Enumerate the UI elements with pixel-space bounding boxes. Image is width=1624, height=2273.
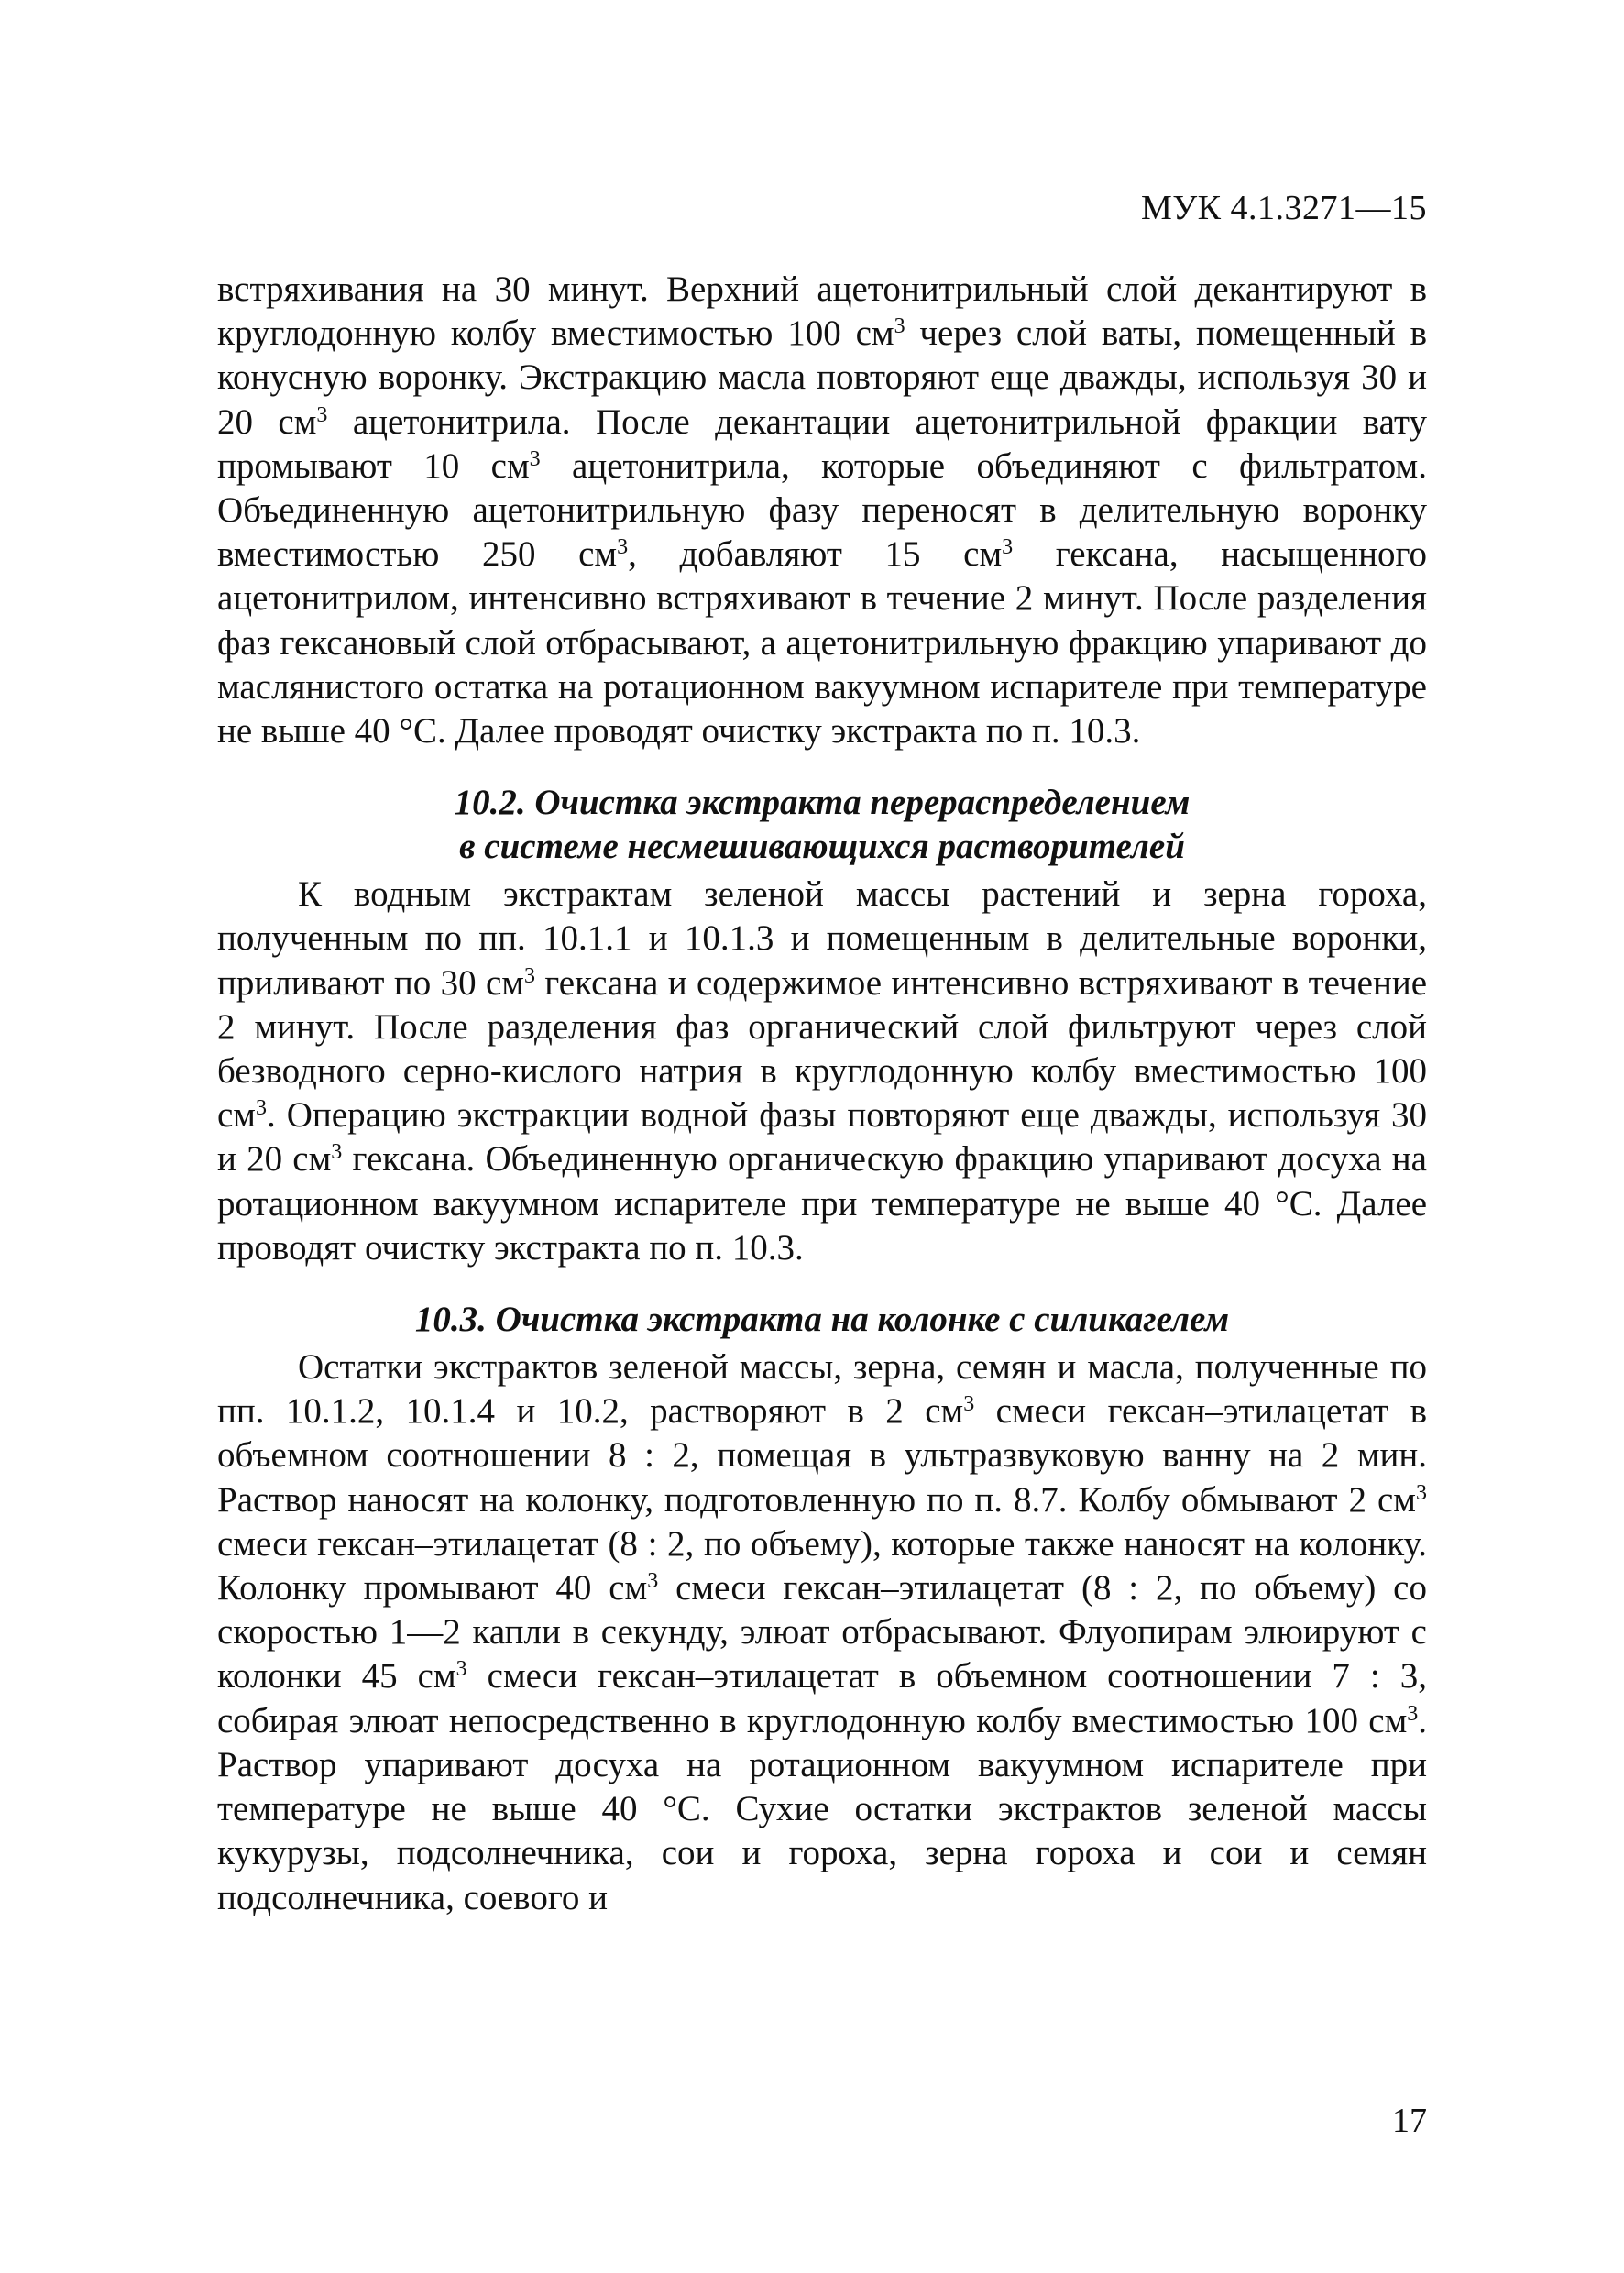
paragraph-continuation (217, 268, 1427, 753)
text-run: . Раствор упаривают досуха на ротационном вакуумном испарителе при температуре не выше 40 °С. Сухие остатки экстрактов зеленой массы кукурузы, подсолнечника, сои и гороха, зерна гороха и сои и семян подсолнечника, соевого и (217, 1700, 1427, 1917)
section-title-line: в системе несмешивающихся растворителей (459, 827, 1185, 867)
superscript: 3 (647, 1568, 659, 1593)
text-run: К водным экстрактам зеленой массы растений и зерна гороха, полученным по пп. 10.1.1 и 10.1.3 и помещенным в делительные воронки, приливают по 30 см (217, 874, 1427, 1003)
superscript: 3 (523, 963, 535, 988)
page-number: 17 (1392, 2102, 1427, 2140)
page-content (217, 268, 1427, 1920)
text-run: через слой ваты, помещенный в конусную воронку. Экстракцию масла повторяют еще дважды, используя 30 и 20 см (217, 313, 1427, 442)
superscript: 3 (617, 535, 629, 560)
section-title-10-2 (217, 781, 1427, 869)
text-run: смеси гексан–этилацетат (8 : 2, по объему) со скоростью 1—2 капли в секунду, элюат отбрасывают. Флуопирам элюируют с колонки 45 см (217, 1568, 1427, 1697)
paragraph-10-2 (217, 873, 1427, 1270)
paragraph-10-3 (217, 1345, 1427, 1920)
text-run: смеси гексан–этилацетат (8 : 2, по объему), которые также наносят на колонку. Колонку промывают 40 см (217, 1523, 1427, 1609)
text-run: , добавляют 15 см (628, 534, 1003, 575)
text-run: Остатки экстрактов зеленой массы, зерна, семян и масла, полученные по пп. 10.1.2, 10.1.4 и 10.2, растворяют в 2 см (217, 1347, 1427, 1432)
superscript: 3 (529, 446, 541, 471)
text-run: гексана и содержимое интенсивно встряхивают в течение 2 минут. После разделения фаз органический слой фильтруют через слой безводного серно-кислого натрия в круглодонную колбу вместимостью 100 см (217, 962, 1427, 1136)
text-run: ацетонитрила. После декантации ацетонитрильной фракции вату промывают 10 см (217, 401, 1427, 486)
text-run: встряхивания на 30 минут. Верхний ацетонитрильный слой декантируют в круглодонную колбу вместимостью 100 см (217, 269, 1427, 354)
superscript: 3 (1002, 535, 1014, 560)
superscript: 3 (316, 402, 328, 427)
superscript: 3 (894, 314, 905, 339)
text-run: . Операцию экстракции водной фазы повторяют еще дважды, используя 30 и 20 см (217, 1095, 1427, 1180)
document-code-header: МУК 4.1.3271—15 (1140, 189, 1427, 227)
superscript: 3 (256, 1096, 267, 1121)
text-run: смеси гексан–этилацетат в объемном соотношении 8 : 2, помещая в ультразвуковую ванну на 2 мин. Раствор наносят на колонку, подготовленную по п. 8.7. Колбу обмывают 2 см (217, 1391, 1427, 1520)
section-title-line: 10.2. Очистка экстракта перераспределением (454, 783, 1191, 823)
superscript: 3 (455, 1657, 467, 1682)
text-run: гексана, насыщенного ацетонитрилом, интенсивно встряхивают в течение 2 минут. После разделения фаз гексановый слой отбрасывают, а ацетонитрильную фракцию упаривают до маслянистого остатка на ротационном вакуумном испарителе при температуре не выше 40 °С. Далее проводят очистку экстракта по п. 10.3. (217, 534, 1427, 752)
superscript: 3 (331, 1140, 343, 1165)
text-run: ацетонитрила, которые объединяют с фильтратом. Объединенную ацетонитрильную фазу переносят в делительную воронку вместимостью 250 см (217, 445, 1427, 575)
superscript: 3 (1416, 1480, 1427, 1505)
section-title-10-3: 10.3. Очистка экстракта на колонке с силикагелем (414, 1300, 1230, 1340)
superscript: 3 (1407, 1701, 1419, 1726)
superscript: 3 (963, 1392, 975, 1417)
text-run: смеси гексан–этилацетат в объемном соотношении 7 : 3, собирая элюат непосредственно в круглодонную колбу вместимостью 100 см (217, 1656, 1427, 1740)
text-run: гексана. Объединенную органическую фракцию упаривают досуха на ротационном вакуумном испарителе при температуре не выше 40 °С. Далее проводят очистку экстракта по п. 10.3. (217, 1139, 1427, 1268)
